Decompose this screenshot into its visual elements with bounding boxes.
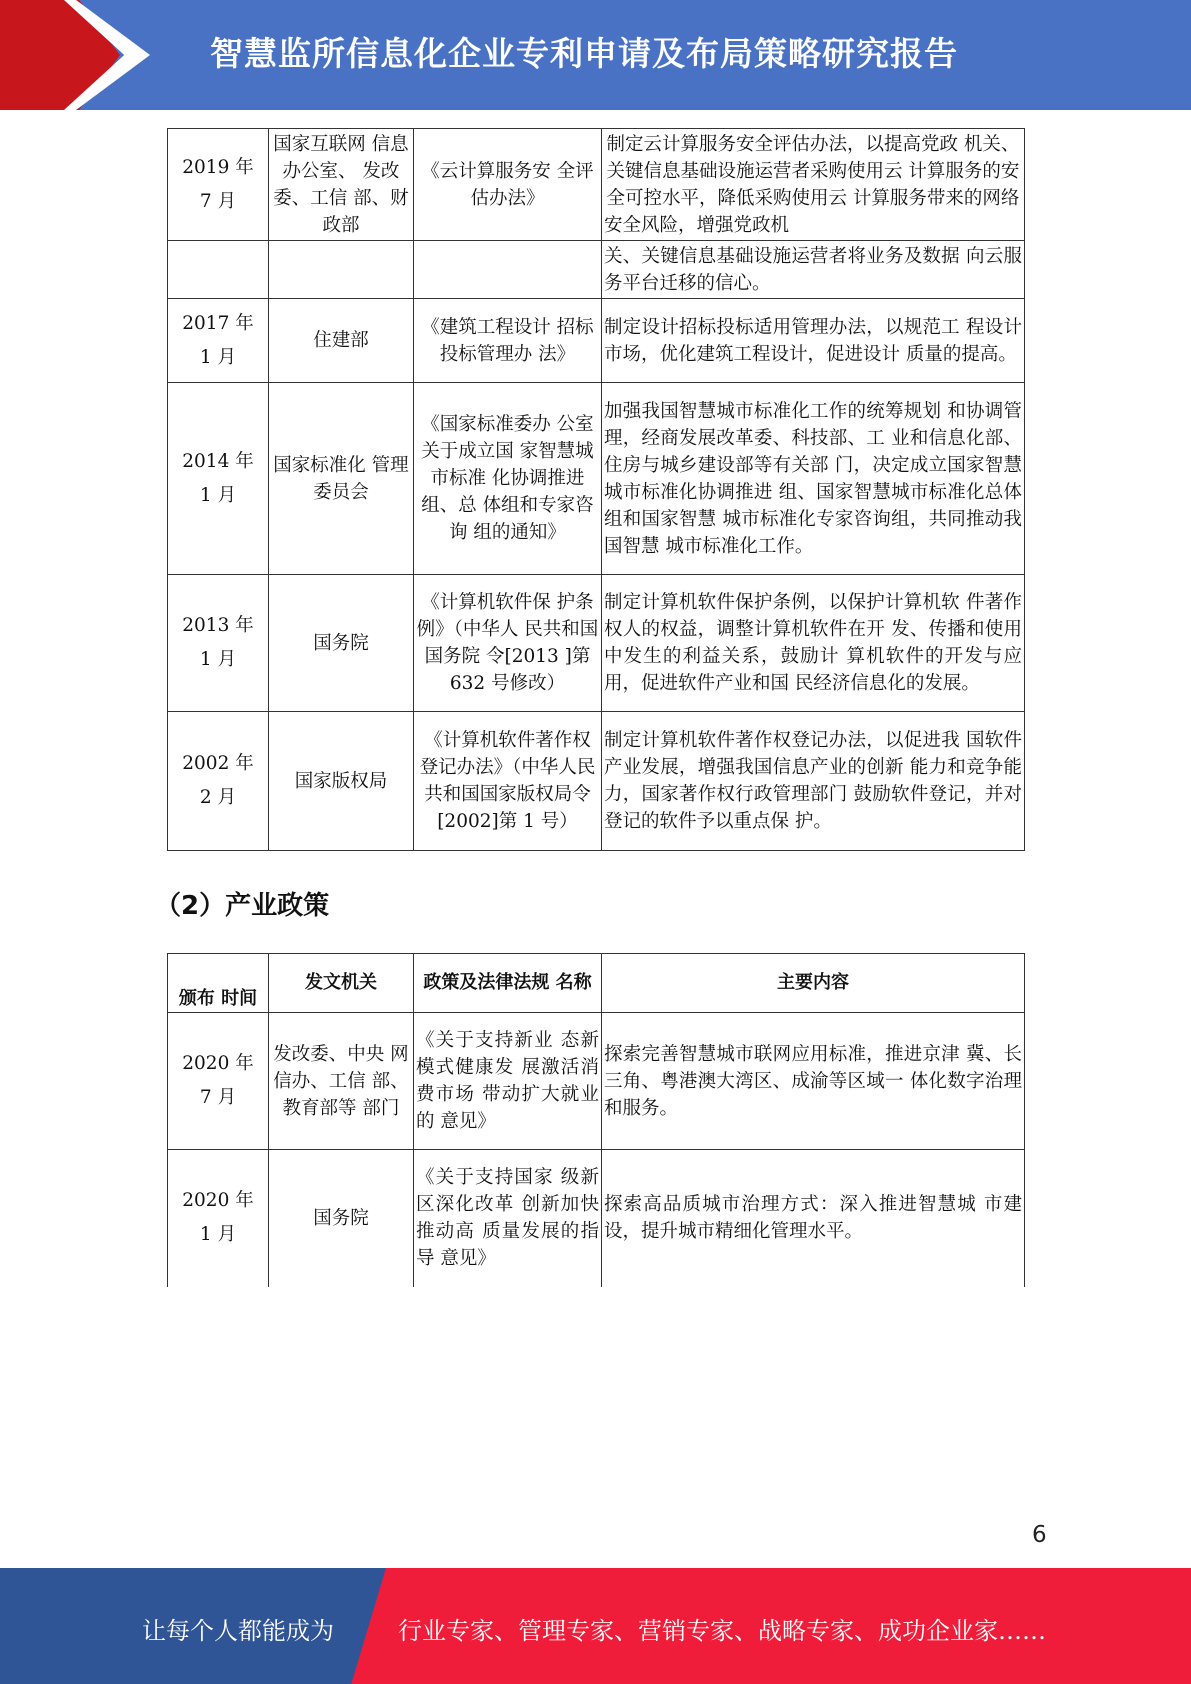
report-title: 智慧监所信息化企业专利申请及布局策略研究报告 bbox=[210, 34, 958, 73]
content-cell: 加强我国智慧城市标准化工作的统筹规划 和协调管理，经商发展改革委、科技部、工 业和信息化部、住房与城乡建设部等有关部 门，决定成立国家智慧城市标准化协调推进 组、国家智慧城市标准化总体组和国家智慧 城市标准化专家咨询组，共同推动我国智慧 城市标准化工作。 bbox=[602, 383, 1025, 575]
date-cell: 2019 年 7 月 bbox=[168, 129, 269, 241]
content-cell: 探索完善智慧城市联网应用标准，推进京津 冀、长三角、粤港澳大湾区、成渝等区域一 体化数字治理和服务。 bbox=[602, 1013, 1025, 1150]
page-header bbox=[0, 0, 1191, 110]
page-footer bbox=[0, 1568, 1191, 1684]
policy-name-cell bbox=[414, 241, 602, 299]
content-cell: 关、关键信息基础设施运营者将业务及数据 向云服务平台迁移的信心。 bbox=[602, 241, 1025, 299]
date-cell: 2020 年 1 月 bbox=[168, 1150, 269, 1287]
table-row bbox=[168, 712, 1025, 851]
date-cell: 2013 年 1 月 bbox=[168, 575, 269, 712]
org-cell: 国家版权局 bbox=[269, 712, 414, 851]
org-cell: 国家互联网 信息办公室、 发改委、工信 部、财政部 bbox=[269, 129, 414, 241]
org-cell bbox=[269, 241, 414, 299]
org-cell: 住建部 bbox=[269, 299, 414, 383]
org-cell: 发改委、中央 网信办、工信 部、教育部等 部门 bbox=[269, 1013, 414, 1150]
content-cell: 探索高品质城市治理方式：深入推进智慧城 市建设，提升城市精细化管理水平。 bbox=[602, 1150, 1025, 1287]
policy-name-cell: 《关于支持新业 态新模式健康发 展激活消费市场 带动扩大就业的 意见》 bbox=[414, 1013, 602, 1150]
org-cell: 国务院 bbox=[269, 1150, 414, 1287]
section-heading: （2）产业政策 bbox=[155, 891, 330, 921]
table-row bbox=[168, 129, 1025, 241]
policy-name-cell: 《计算机软件著作权登记办法》（中华人民共和国国家版权局令[2002]第 1 号） bbox=[414, 712, 602, 851]
column-header-org: 发文机关 bbox=[269, 954, 414, 1013]
footer-slogan-right: 行业专家、管理专家、营销专家、战略专家、成功企业家…… bbox=[398, 1617, 1046, 1645]
content-cell: 制定计算机软件保护条例，以保护计算机软 件著作权人的权益，调整计算机软件在开 发、传播和使用中发生的利益关系，鼓励计 算机软件的开发与应用，促进软件产业和国 民经济信息化的发展。 bbox=[602, 575, 1025, 712]
date-cell: 2020 年 7 月 bbox=[168, 1013, 269, 1150]
column-header-policy: 政策及法律法规 名称 bbox=[414, 954, 602, 1013]
policy-name-cell: 《云计算服务安 全评估办法》 bbox=[414, 129, 602, 241]
policy-name-cell: 《国家标准委办 公室关于成立国 家智慧城市标准 化协调推进组、总 体组和专家咨询 组的通知》 bbox=[414, 383, 602, 575]
footer-slogan-left: 让每个人都能成为 bbox=[142, 1617, 334, 1645]
policy-name-cell: 《计算机软件保 护条例》（中华人 民共和国国务院 令[2013 ]第 632 号修改） bbox=[414, 575, 602, 712]
content-cell: 制定计算机软件著作权登记办法，以促进我 国软件产业发展，增强我国信息产业的创新 能力和竞争能力，国家著作权行政管理部门 鼓励软件登记，并对登记的软件予以重点保 护。 bbox=[602, 712, 1025, 851]
table-row bbox=[168, 575, 1025, 712]
policy-table-continued bbox=[167, 128, 1025, 851]
policy-name-cell: 《关于支持国家 级新区深化改革 创新加快推动高 质量发展的指导 意见》 bbox=[414, 1150, 602, 1287]
column-header-date: 颁布 时间 bbox=[168, 954, 269, 1013]
content-cell: 制定云计算服务安全评估办法，以提高党政 机关、关键信息基础设施运营者采购使用云 计算服务的安全可控水平，降低采购使用云 计算服务带来的网络安全风险，增强党政机 bbox=[602, 129, 1025, 241]
table-row bbox=[168, 1013, 1025, 1150]
org-cell: 国家标准化 管理委员会 bbox=[269, 383, 414, 575]
column-header-content: 主要内容 bbox=[602, 954, 1025, 1013]
table-row bbox=[168, 383, 1025, 575]
date-cell: 2017 年 1 月 bbox=[168, 299, 269, 383]
page-number: 6 bbox=[1032, 1522, 1047, 1548]
table-row bbox=[168, 1150, 1025, 1287]
industry-policy-table bbox=[167, 953, 1025, 1287]
date-cell bbox=[168, 241, 269, 299]
table-header-row bbox=[168, 954, 1025, 1013]
org-cell: 国务院 bbox=[269, 575, 414, 712]
content-cell: 制定设计招标投标适用管理办法，以规范工 程设计市场，优化建筑工程设计，促进设计 质量的提高。 bbox=[602, 299, 1025, 383]
date-cell: 2014 年 1 月 bbox=[168, 383, 269, 575]
date-cell: 2002 年 2 月 bbox=[168, 712, 269, 851]
table-row bbox=[168, 241, 1025, 299]
table-row bbox=[168, 299, 1025, 383]
policy-name-cell: 《建筑工程设计 招标投标管理办 法》 bbox=[414, 299, 602, 383]
header-red-arrow bbox=[0, 0, 120, 110]
